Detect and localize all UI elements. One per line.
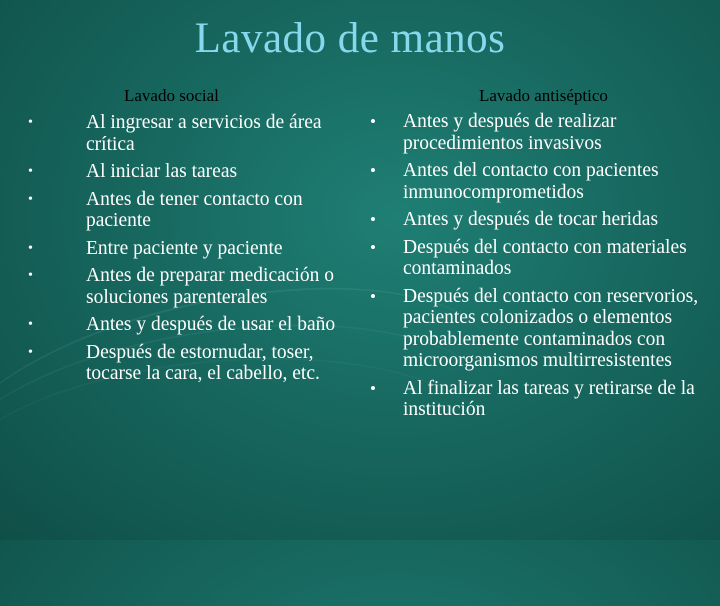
list-item-text: Al ingresar a servicios de área crítica <box>86 112 322 155</box>
left-column-heading: Lavado social <box>124 86 219 105</box>
list-item-text: Antes de tener contacto con paciente <box>86 188 303 231</box>
bullet-icon: • <box>28 317 33 332</box>
list-item-text: Después de estornudar, toser, tocarse la cara, el cabello, etc. <box>86 341 320 384</box>
list-item <box>370 209 715 231</box>
bullet-icon: • <box>370 161 376 180</box>
bullet-icon: • <box>28 191 33 207</box>
list-item-text: Antes y después de tocar heridas <box>403 209 659 230</box>
list-item <box>28 342 353 385</box>
list-item-text: Antes y después de realizar procedimientos invasivos <box>403 111 617 154</box>
bullet-icon: • <box>28 115 33 130</box>
list-item <box>370 111 715 154</box>
list-item <box>370 286 715 372</box>
bullet-icon: • <box>370 286 376 306</box>
right-bullet-list <box>370 111 715 427</box>
slide-title: Lavado de manos <box>194 15 506 62</box>
bullet-icon: • <box>28 164 33 179</box>
list-item <box>28 265 353 308</box>
bullet-icon: • <box>370 112 376 131</box>
list-item <box>28 238 353 260</box>
bullet-icon: • <box>28 344 33 360</box>
list-item <box>370 378 715 421</box>
list-item-text: Antes de preparar medicación o soluciones parenterales <box>86 265 334 308</box>
bullet-icon: • <box>370 237 376 257</box>
list-item-text: Entre paciente y paciente <box>86 237 283 259</box>
right-column-heading: Lavado antiséptico <box>479 86 608 105</box>
list-item <box>28 314 353 336</box>
bullet-icon: • <box>28 240 33 256</box>
list-item-text: Antes y después de usar el baño <box>86 314 336 335</box>
list-item <box>28 189 353 232</box>
list-item-text: Antes del contacto con pacientes inmunocomprometidos <box>403 160 659 203</box>
list-item-text: Después del contacto con materiales contaminados <box>403 236 687 279</box>
bullet-icon: • <box>370 210 376 229</box>
list-item <box>28 112 353 155</box>
list-item <box>370 237 715 280</box>
list-item-text: Al iniciar las tareas <box>86 161 238 182</box>
list-item-text: Al finalizar las tareas y retirarse de la institución <box>403 377 695 420</box>
list-item <box>28 161 353 183</box>
left-bullet-list <box>28 112 353 391</box>
bullet-icon: • <box>370 378 376 398</box>
list-item <box>370 160 715 203</box>
list-item-text: Después del contacto con reservorios, pacientes colonizados o elementos probablemente contaminados con microorganismos multirresistentes <box>403 285 699 371</box>
bullet-icon: • <box>28 268 33 283</box>
